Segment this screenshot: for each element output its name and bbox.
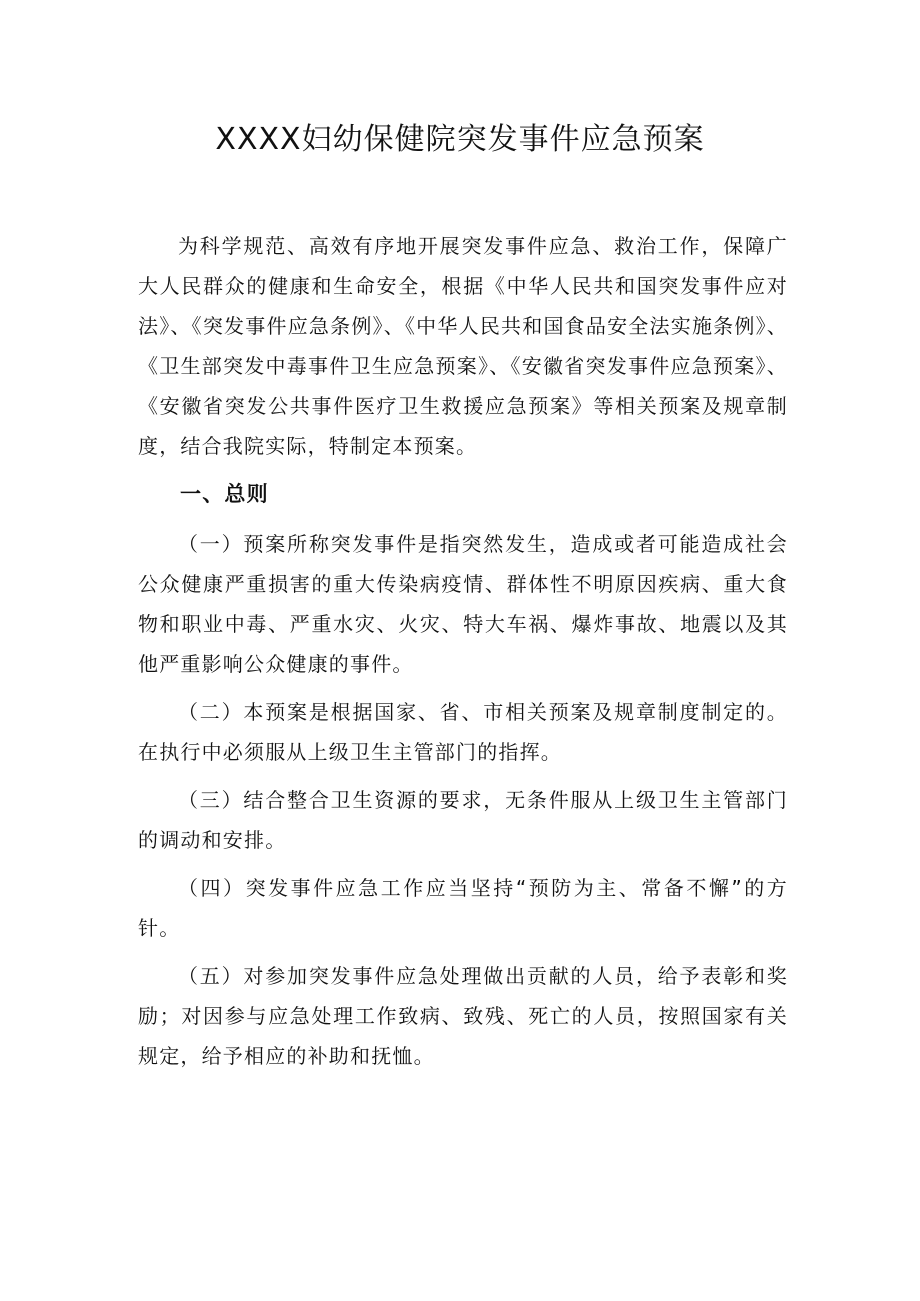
principle-item-1: （一）预案所称突发事件是指突然发生，造成或者可能造成社会公众健康严重损害的重大传染病疫情、群体性不明原因疾病、重大食物和职业中毒、严重水灾、火灾、特大车祸、爆炸事故、地震以及其他严重影响公众健康的事件。 [138, 532, 788, 676]
section-heading-general-principles: 一、总则 [180, 482, 269, 506]
principle-item-3: （三）结合整合卫生资源的要求，无条件服从上级卫生主管部门的调动和安排。 [138, 788, 788, 852]
principle-item-5: （五）对参加突发事件应急处理做出贡献的人员，给予表彰和奖励；对因参与应急处理工作致病、致残、死亡的人员，按照国家有关规定，给予相应的补助和抚恤。 [138, 964, 788, 1068]
intro-paragraph: 为科学规范、高效有序地开展突发事件应急、救治工作，保障广大人民群众的健康和生命安全，根据《中华人民共和国突发事件应对法》、《突发事件应急条例》、《中华人民共和国食品安全法实施条例》、《卫生部突发中毒事件卫生应急预案》、《安徽省突发事件应急预案》、《安徽省突发公共事件医疗卫生救援应急预案》等相关预案及规章制度，结合我院实际，特制定本预案。 [138, 234, 788, 458]
document-body [138, 226, 788, 1076]
principle-item-2: （二）本预案是根据国家、省、市相关预案及规章制度制定的。在执行中必须服从上级卫生主管部门的指挥。 [138, 700, 788, 764]
principle-item-4: （四）突发事件应急工作应当坚持“预防为主、常备不懈”的方针。 [138, 876, 788, 940]
document-title: XXXX妇幼保健院突发事件应急预案 [215, 122, 705, 157]
